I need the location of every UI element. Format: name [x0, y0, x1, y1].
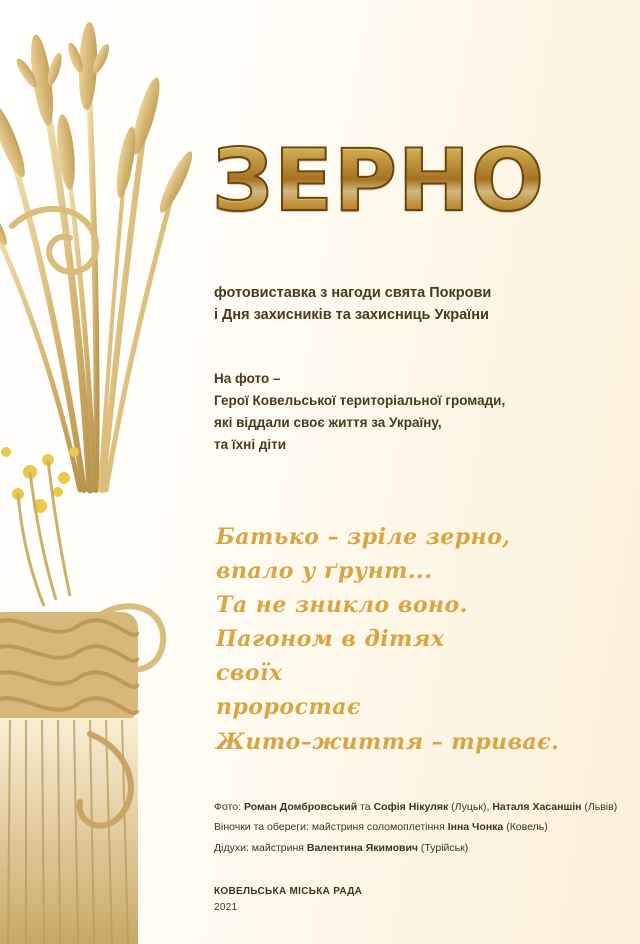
footer-block: [214, 884, 614, 916]
page-title: ЗЕРНО: [212, 138, 612, 224]
credit-wreaths-suffix: (Ковель): [503, 821, 548, 834]
credit-photo-name-1: Роман Домбровський: [243, 801, 358, 813]
poem-line-7: Жито–життя – триває.: [216, 728, 560, 755]
wheat-sheaf-icon: [0, 20, 220, 944]
credit-line-didukhy: [214, 838, 626, 858]
poem-block: [216, 520, 616, 759]
credit-wreaths-name: Інна Чонка: [447, 821, 504, 834]
poem-line-4: Пагоном в дітях: [216, 626, 445, 653]
poster-title-wrap: [212, 131, 612, 231]
credit-photo-prefix: Фото:: [214, 801, 244, 813]
footer-organization: КОВЕЛЬСЬКА МІСЬКА РАДА: [214, 886, 363, 897]
photo-note-line-3: які віддали своє життя за Україну,: [214, 414, 442, 430]
credits-block: [214, 797, 626, 858]
credit-photo-name-2: Софія Нікуляк: [373, 801, 449, 813]
poem-line-6: проростає: [216, 694, 361, 721]
credit-line-wreaths: [214, 817, 626, 837]
poem-line-5: своїх: [216, 660, 283, 687]
photo-note-line-1: На фото –: [214, 371, 281, 386]
credit-line-photo: [214, 797, 626, 817]
credit-photo-mid-1: та: [357, 801, 374, 813]
poem-line-3: Та не зникло воно.: [216, 592, 468, 619]
poem-line-1: Батько – зріле зерно,: [216, 524, 511, 550]
credit-photo-name-3: Наталя Хасаншін: [492, 801, 582, 813]
credit-photo-suffix: (Львів): [581, 801, 618, 813]
subtitle-line-2: і Дня захисників та захисниць України: [214, 306, 489, 323]
credit-didukhy-name: Валентина Якимович: [306, 841, 418, 854]
photo-note-line-2: Герої Ковельської територіальної громади,: [214, 392, 506, 408]
credit-photo-mid-2: (Луцьк),: [448, 801, 493, 813]
credit-didukhy-prefix: Дідухи: майстриня: [214, 841, 307, 854]
footer-year: 2021: [214, 902, 238, 913]
credit-didukhy-suffix: (Турійськ): [418, 841, 469, 854]
credit-wreaths-prefix: Віночки та обереги: майстриня соломоплетіння: [214, 821, 448, 834]
photo-note-line-4: та їхні діти: [214, 436, 287, 452]
photo-note: [214, 368, 606, 455]
subtitle-line-1: фотовиставка з нагоди свята Покрови: [214, 285, 492, 301]
poem-line-2: впало у ґрунт...: [216, 558, 433, 585]
poster-subtitle: [214, 283, 606, 327]
